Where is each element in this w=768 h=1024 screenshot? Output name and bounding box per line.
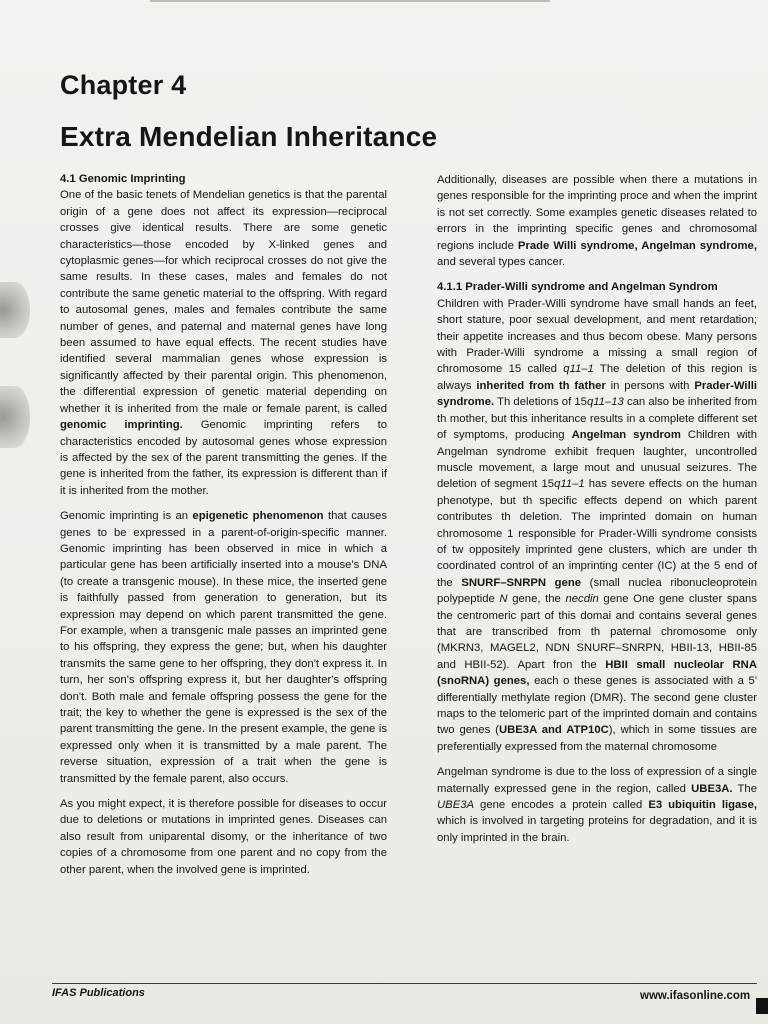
text-run: Angelman syndrome is due to the loss of expression of a single maternally expressed gene in the region, called: [437, 766, 757, 795]
bold-term: SNURF–SNRPN gene: [461, 576, 582, 589]
text-run: Additionally, diseases are possible when there a mutations in genes responsible for the imprinting proce and when the imprint is not set correctly. Some examples genetic diseases related to errors in the imprinting specific genes and chromosomal regions include: [437, 174, 757, 252]
section-heading: 4.1 Genomic Imprinting: [60, 173, 186, 185]
text-run: and several types cancer.: [437, 256, 566, 269]
bold-term: HBII small nucleolar RNA (snoRNA) genes,: [437, 658, 757, 688]
text-run: Th deletions of 15: [494, 396, 587, 409]
text-run: Children with Prader-Willi syndrome have small hands an feet, short stature, poor sexual development, and ment retardation; their appetite increases and thus becom obese. Many persons with Prader-Willi syndrome a missing a small region of chromosome 15 called: [437, 297, 757, 376]
bold-term: UBE3A.: [691, 782, 733, 795]
text-run: The deletion of this region is always: [437, 363, 757, 392]
italic-term: UBE3A: [437, 799, 475, 812]
bold-term: epigenetic phenomenon: [192, 510, 324, 523]
italic-term: N: [499, 593, 508, 606]
bold-term: Prade Willi syndrome, Angelman syndrome,: [517, 239, 757, 252]
text-run: ), which in some tissues are preferentially expressed from the maternal chromosome: [437, 724, 757, 753]
italic-term: q11–13: [586, 396, 624, 409]
text-run: gene One gene cluster spans the centromeric part of this domai and contains several genes that are transcribed from th paternal chromosome only (MKRN3, MAGEL2, NDN SNURF–SNRPN, HBII-13, HBII-85 and HBII-52). Apart fron the: [437, 593, 757, 671]
text-run: One of the basic tenets of Mendelian genetics is that the parental origin of a gene does not affect its expression—reciprocal crosses give identical results. There are some genetic characteristics—those encoded by X-linked genes and cytoplasmic genes—for which reciprocal crosses do not give the same results. In these cases, males and females do not contribute the same genetic material to the offspring. With regard to autosomal genes, males and females contribute the same number of genes, and paternal and maternal genes have long been assumed to have equal effects. The recent studies have identified several mammalian genes whose expression is significantly affected by their parental origin. This phenomenon, the differential expression of genetic material depending on whether it is inherited from the male or female parent, is called: [60, 189, 387, 415]
chapter-number: Chapter 4: [60, 70, 187, 100]
italic-term: q11–1: [554, 478, 585, 491]
footer-website: www.ifasonline.com: [640, 990, 751, 1002]
page-edge-mark: [756, 998, 768, 1014]
binder-clip-shadow: [0, 386, 30, 448]
text-run: each o these genes is associated with a 5' differentially methylate region (DMR). The second gene cluster maps to the telomeric part of the imprinted domain and contains two genes (: [437, 675, 757, 737]
text-run: (small nuclea ribonucleoprotein polypeptide: [437, 576, 758, 606]
text-run: Children with Angelman syndrome exhibit frequen laughter, uncontrolled muscle movement, a large mout and unusual seizures. The deletion of segment 15: [437, 429, 757, 491]
paragraph: As you might expect, it is therefore possible for diseases to occur due to deletions or mutations in imprinted genes. Diseases can also result from uniparental disomy, or the inheritance of two copies of a chromosome from one parent and no copy from the other parent, when the involved gene is imprinted.: [60, 798, 387, 876]
text-run: gene, the: [507, 593, 566, 606]
text-run: The: [732, 782, 757, 795]
chapter-title: Extra Mendelian Inheritance: [60, 121, 438, 152]
italic-term: necdin: [565, 593, 599, 606]
text-run: has severe effects on the human phenotype, but th specific effects depend on which parent contributes th deletion. The imprinted domain on human chromosome 1 responsible for Prader-Willi syndrome consists of tw oppositely imprinted gene clusters, which are under th coordinated control of an imprinting center (IC) at the 5 end of the: [437, 478, 757, 589]
text-run: that causes genes to be expressed in a parent-of-origin-specific manner. Genomic imprinting has been observed in mice in which a particular gene has been artificially inserted into a mouse's DNA (to create a transgenic mouse). In these mice, the inserted gene is faithfully passed from generation to generation, but its expression may depend on which parent transmitted the gene. For example, when a transgenic male passes an imprinted gene to his offspring, they express the gene; but, when his daughter transmits the same gene to her offspring, they don't express it. In turn, her son's offspring express it, but her daughter's offspring don't. Both male and female offspring possess the gene for the trait; the key to whether the gene is expressed is the sex of the parent transmitting the gene. In the present example, the gene is expressed only when it is transmitted by a male parent. The reverse situation, expression of a trait when the gene is transmitted by the female parent, also occurs.: [60, 510, 387, 785]
paragraph: [60, 187, 387, 499]
bold-term: Prader-Willi syndrome.: [437, 379, 757, 409]
left-column: [60, 171, 387, 887]
paragraph: [437, 172, 757, 270]
text-run: in persons with: [605, 379, 695, 392]
bold-term: inherited from th father: [476, 379, 606, 392]
top-rule: [150, 0, 550, 2]
bold-term: genomic imprinting.: [60, 419, 183, 432]
footer-publisher: IFAS Publications: [52, 987, 145, 999]
text-run: gene encodes a protein called: [474, 799, 649, 812]
text-run: Genomic imprinting is an: [60, 510, 193, 523]
bold-term: E3 ubiquitin ligase,: [648, 799, 757, 812]
paragraph: [437, 764, 757, 846]
text-run: can also be inherited from th mother, but this inheritance results in a complete different set of symptoms, producing: [437, 396, 758, 442]
right-column: [437, 172, 757, 855]
subsection-heading: 4.1.1 Prader-Willi syndrome and Angelman Syndrom: [437, 281, 718, 294]
binder-clip-shadow: [0, 282, 30, 338]
bold-term: Angelman syndrom: [571, 429, 681, 442]
text-run: Genomic imprinting refers to characteristics encoded by autosomal genes whose expression is affected by the sex of the parent transmitting the genes. If the gene is inherited from the father, its expression is different than if it is inherited from the mother.: [60, 419, 388, 497]
bold-term: UBE3A and ATP10C: [498, 724, 609, 737]
text-run: which is involved in targeting proteins for degradation, and it is only imprinted in the brain.: [437, 815, 757, 844]
italic-term: q11–1: [563, 363, 594, 376]
paragraph: [60, 508, 387, 787]
footer-rule: [52, 983, 757, 984]
paragraph: [437, 296, 757, 755]
